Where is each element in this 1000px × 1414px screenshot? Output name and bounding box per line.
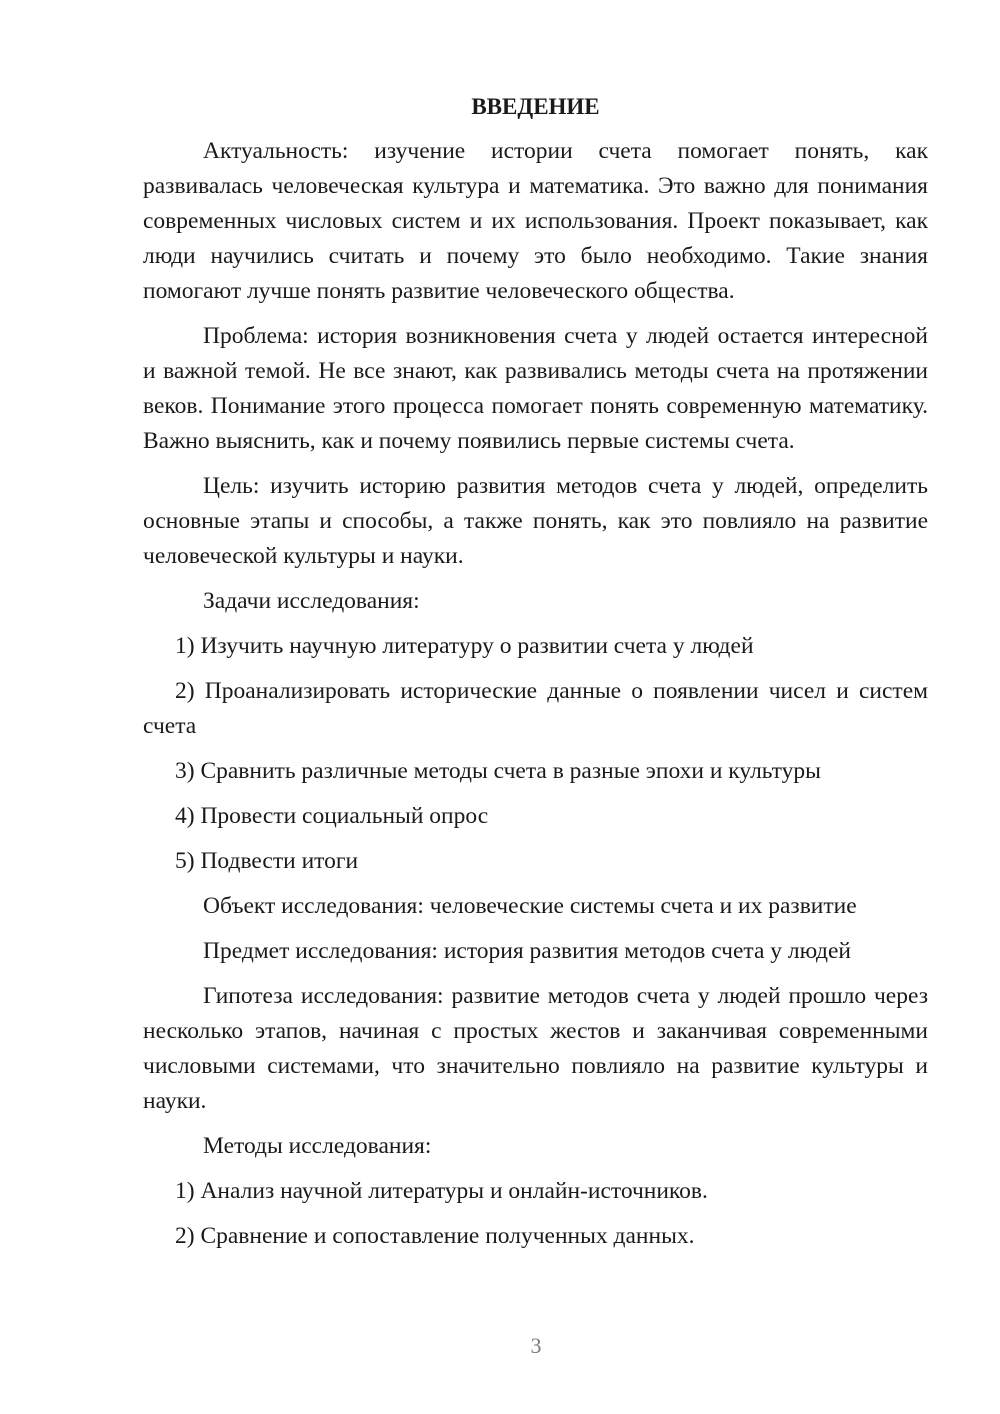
page-number: 3 xyxy=(530,1333,542,1358)
method-item: 2) Сравнение и сопоставление полученных данных. xyxy=(175,1223,695,1249)
section-title: ВВЕДЕНИЕ xyxy=(471,94,600,119)
goal-paragraph: Цель: изучить историю развития методов счета у людей, определить основные этапы и способы, а также понять, как это повлияло на развитие человеческой культуры и науки. xyxy=(143,473,928,569)
problem-paragraph: Проблема: история возникновения счета у людей остается интересной и важной темой. Не все знают, как развивались методы счета на протяжении веков. Понимание этого процесса помогает понять современную математику. Важно выяснить, как и почему появились первые системы счета. xyxy=(143,323,928,454)
hypothesis-paragraph: Гипотеза исследования: развитие методов счета у людей прошло через несколько этапов, начиная с простых жестов и заканчивая современными числовыми системами, что значительно повлияло на развитие культуры и науки. xyxy=(143,983,928,1114)
document-body xyxy=(143,92,928,1264)
method-item: 1) Анализ научной литературы и онлайн-источников. xyxy=(175,1178,708,1204)
task-item: 2) Проанализировать исторические данные о появлении чисел и систем счета xyxy=(143,678,928,739)
relevance-paragraph: Актуальность: изучение истории счета помогает понять, как развивалась человеческая культура и математика. Это важно для понимания современных числовых систем и их использования. Проект показывает, как люди научились считать и почему это было необходимо. Такие знания помогают лучше понять развитие человеческого общества. xyxy=(143,138,928,304)
task-item: 5) Подвести итоги xyxy=(175,848,359,874)
methods-heading: Методы исследования: xyxy=(203,1133,432,1159)
research-object: Объект исследования: человеческие системы счета и их развитие xyxy=(203,893,857,919)
task-item: 3) Сравнить различные методы счета в разные эпохи и культуры xyxy=(175,758,821,784)
task-item: 1) Изучить научную литературу о развитии счета у людей xyxy=(175,633,754,659)
task-item: 4) Провести социальный опрос xyxy=(175,803,489,829)
research-subject: Предмет исследования: история развития методов счета у людей xyxy=(203,938,851,964)
tasks-heading: Задачи исследования: xyxy=(203,588,420,614)
